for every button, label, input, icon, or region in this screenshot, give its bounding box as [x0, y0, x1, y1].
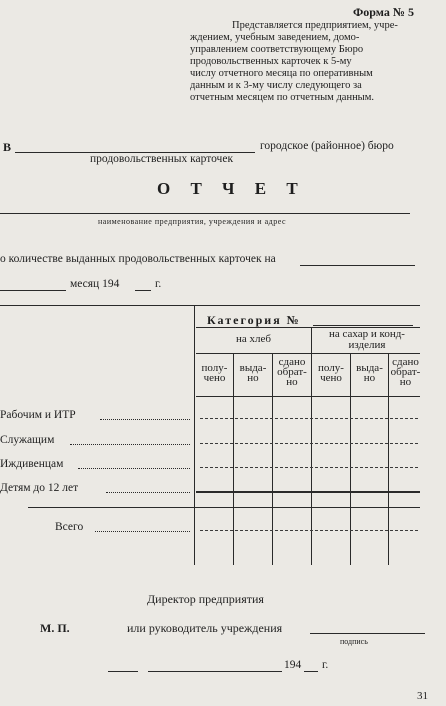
month-field — [0, 290, 66, 291]
bureau-line-2: продовольственных карточек — [90, 153, 234, 165]
year-suffix: г. — [155, 278, 162, 290]
total-label: Всего — [55, 521, 84, 533]
category-label: Категория № — [207, 313, 301, 327]
date-day-field — [108, 671, 138, 672]
col-divider — [350, 353, 351, 565]
about-line: о количестве выданных продовольственных карточек на — [0, 253, 276, 265]
row-rule — [200, 418, 418, 419]
stamp-label: М. П. — [40, 621, 70, 635]
to-prefix: В — [3, 140, 12, 154]
header-rule-2 — [196, 353, 420, 354]
notice-line: ждением, учебным заведением, домо- — [190, 32, 360, 43]
notice-line: отчетным месяцем по отчетным данным. — [190, 92, 375, 103]
category-number-field — [313, 325, 413, 326]
organization-field — [0, 213, 410, 214]
date-suffix: г. — [322, 659, 329, 671]
notice-line: данным и к 3-му числу следующего за — [190, 80, 362, 91]
form-number: Форма № 5 — [353, 5, 414, 19]
row-label-workers: Рабочим и ИТР — [0, 409, 76, 421]
notice-line: продовольственных карточек к 5-му — [190, 56, 352, 67]
leader-dots — [70, 444, 190, 445]
date-year-field — [304, 671, 318, 672]
notice-line: Представляется предприятием, учре- — [232, 20, 398, 31]
month-label: месяц 194 — [70, 278, 120, 290]
director-label: Директор предприятия — [147, 592, 264, 606]
col-issued: выда-но — [239, 362, 267, 384]
col-received: полу-чено — [318, 362, 344, 384]
group-bread: на хлеб — [236, 333, 271, 345]
date-month-field — [148, 671, 282, 672]
bureau-line-1: городское (районное) бюро — [260, 140, 394, 152]
leader-dots — [78, 468, 190, 469]
total-rule — [200, 530, 418, 531]
row-rule — [200, 443, 418, 444]
row-label-dependents: Иждивенцам — [0, 458, 64, 470]
table-top-rule — [0, 305, 420, 306]
row-rule — [200, 467, 418, 468]
page-number: 31 — [417, 690, 428, 702]
date-year: 194 — [284, 659, 302, 671]
signature-field — [310, 633, 425, 634]
col-received: полу-чено — [201, 362, 228, 384]
table-stub-border — [194, 305, 195, 565]
year-field — [135, 290, 151, 291]
row-label-children: Детям до 12 лет — [0, 482, 79, 494]
leader-dots — [95, 531, 190, 532]
total-separator — [28, 507, 420, 508]
organization-caption: наименование предприятия, учреждения и адрес — [98, 217, 287, 226]
leader-dots — [106, 492, 190, 493]
head-of-label: или руководитель учреждения — [127, 621, 283, 635]
notice-line: управлением соответствующему Бюро — [190, 44, 364, 55]
page-title: О Т Ч Е Т — [157, 179, 306, 198]
notice-line: числу отчетного месяца по оперативным — [190, 68, 373, 79]
group-sugar: на сахар и конд-изделия — [329, 328, 405, 351]
row-label-employees: Служащим — [0, 434, 55, 446]
col-issued: выда-но — [356, 362, 383, 384]
row-rule — [196, 491, 420, 493]
col-returned: сдано обрат-но — [390, 356, 421, 388]
col-divider — [233, 353, 234, 565]
target-field — [300, 265, 415, 266]
leader-dots — [100, 419, 190, 420]
signature-caption: подпись — [340, 637, 368, 646]
header-bottom-rule — [196, 396, 420, 397]
col-returned: сдано обрат-но — [277, 356, 307, 388]
